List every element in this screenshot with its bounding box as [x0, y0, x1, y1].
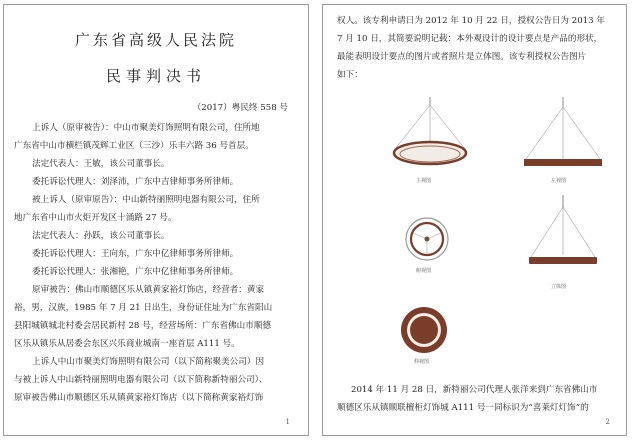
body-line: 上诉人（原审被告）：中山市聚美灯饰照明有限公司，住所地 — [32, 123, 260, 133]
body-line: 顺德区乐从镇顺联檀柜灯饰城 A111 号一同标识为“喜莱灯灯饰”的 — [337, 403, 589, 413]
figure-label: 俯视图 — [416, 268, 432, 274]
body-line: 权人。该专利申请日为 2012 年 10 月 22 日，授权公告日为 2013 年 — [337, 16, 605, 26]
body-line: 裕，男，汉族，1985 年 7 月 21 日出生，身份证住址为广东省阳山 — [14, 303, 273, 313]
lamp-front-view-figure — [385, 97, 475, 173]
figure-label: 主视图 — [416, 178, 432, 184]
body-line: 原审被告佛山市顺德区乐从镇黄家裕灯饰店（以下简称黄家裕灯饰 — [14, 393, 264, 403]
figure-label: 左视图 — [551, 178, 567, 184]
lamp-perspective-view-figure — [523, 195, 603, 275]
judgment-title: 民事判决书 — [105, 67, 206, 85]
body-line: 上诉人中山市聚美灯饰照明有限公司（以下简称聚美公司）因 — [32, 357, 265, 367]
body-line: 2014 年 11 月 28 日，新特丽公司代理人张洋来到广东省佛山市 — [351, 385, 598, 395]
body-line: 法定代表人：孙跃，该公司董事长。 — [32, 231, 170, 241]
body-line: 7 月 10 日，其简要说明记载：本外观设计的设计要点是产品的形状， — [337, 34, 603, 44]
body-line: 地广东省中山市火炬开发区十涌路 27 号。 — [14, 213, 177, 223]
lamp-left-view-figure — [518, 97, 608, 177]
case-number: （2017）粤民终 558 号 — [192, 103, 288, 113]
body-line: 法定代表人：王敏，该公司董事长。 — [32, 159, 170, 169]
document-page-2 — [322, 4, 627, 436]
lamp-top-view-figure — [403, 215, 451, 263]
figure-label: 仰视图 — [414, 359, 430, 365]
document-page-1 — [3, 4, 309, 436]
body-line: 被上诉人（原审原告）：中山新特丽照明电器有限公司，住所 — [32, 195, 260, 205]
lamp-bottom-view-figure — [399, 305, 449, 355]
figure-label: 立体图 — [551, 284, 567, 290]
body-line: 如下： — [337, 70, 363, 80]
page-number: 2 — [605, 418, 610, 426]
body-line: 与被上诉人中山新特丽照明电器有限公司（以下简称新特丽公司）、 — [14, 375, 268, 385]
body-line: 县阳城镇城北村委会居民新村 28 号，经营场所：广东省佛山市顺德 — [14, 321, 272, 331]
page-number: 1 — [285, 418, 290, 426]
body-line: 委托诉讼代理人：张湘艳，广东中亿律师事务所律师。 — [32, 267, 239, 277]
body-line: 区乐从镇乐从居委会东区兴乐商业城南一座首层 A111 号。 — [14, 339, 240, 349]
body-line: 委托诉讼代理人：刘泽沛，广东中吉律师事务所律师。 — [32, 177, 239, 187]
body-line: 原审被告：佛山市顺德区乐从镇黄家裕灯饰店，经营者：黄家 — [32, 285, 265, 295]
court-name-heading: 广东省高级人民法院 — [74, 31, 237, 49]
body-line: 广东省中山市横栏镇茂辉工业区（三沙）乐丰六路 36 号首层。 — [14, 141, 254, 151]
body-line: 最能表明设计要点的图片或者照片是立体图。该专利授权公告图片 — [337, 52, 587, 62]
body-line: 委托诉讼代理人：王向东，广东中亿律师事务所律师。 — [32, 249, 239, 259]
